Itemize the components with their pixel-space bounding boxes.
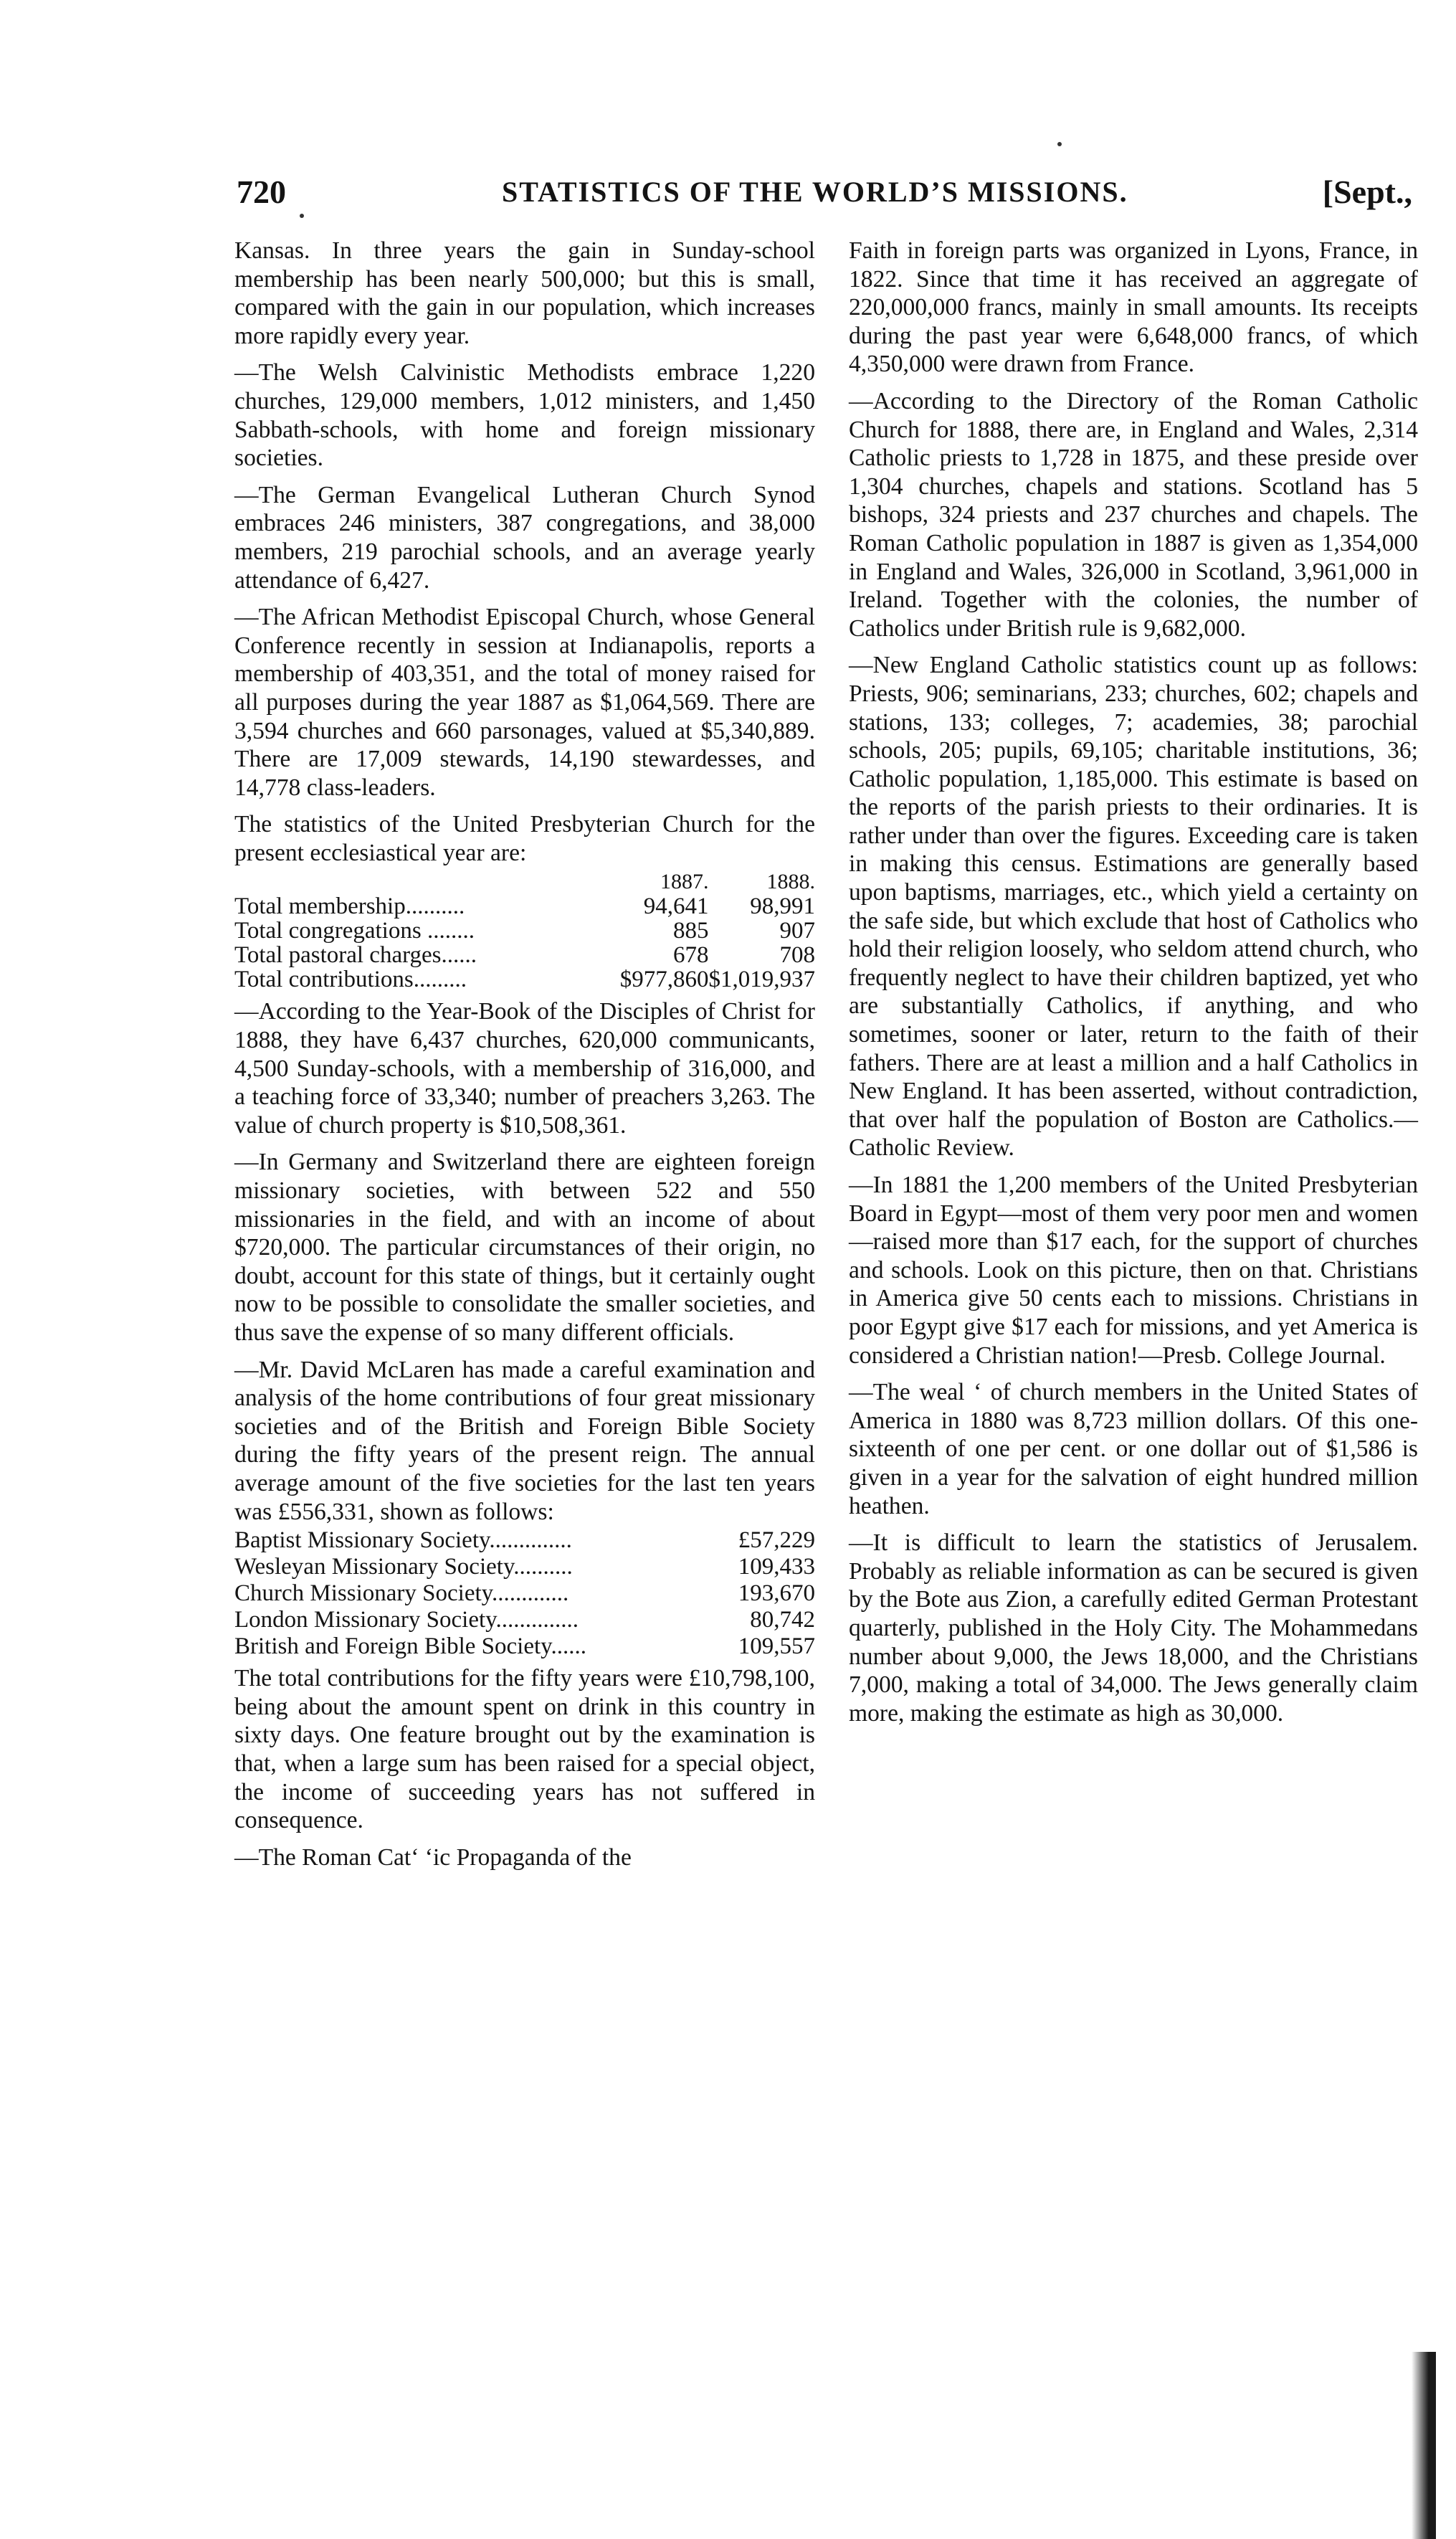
table-row xyxy=(234,1633,815,1660)
paragraph: —According to the Directory of the Roman Catholic Church for 1888, there are, in England and Wales, 2,314 Catholic priests to 1,728 in 1875, and these preside over 1,304 churches, chapels and stations. Scotland has 5 bishops, 324 priests and 237 churches and chapels. The Roman Catholic population in 1887 is given as 1,354,000 in England and Wales, 326,000 in Scotland, 3,961,000 in Ireland. Together with the colonies, the number of Catholics under British rule is 9,682,000. xyxy=(849,387,1418,642)
paragraph: The total contributions for the fifty years were £10,798,100, being about the amount spent on drink in this country in sixty days. One feature brought out by the examination is that, when a large sum has been raised for a special object, the income of succeeding years has not suffered in consequence. xyxy=(234,1665,815,1834)
paragraph: —The German Evangelical Lutheran Church Synod embraces 246 ministers, 387 congregations, and 38,000 members, 219 parochial schools, and an average yearly attendance of 6,427. xyxy=(234,481,815,594)
running-title: STATISTICS OF THE WORLD’S MISSIONS. xyxy=(502,176,1128,208)
society-name: British and Foreign Bible Society...... xyxy=(234,1633,586,1660)
row-value-1887: 678 xyxy=(673,942,709,969)
table-row xyxy=(234,894,815,919)
paragraph: —The Welsh Calvinistic Methodists embrace 1,220 churches, 129,000 members, 1,012 ministers, and 1,450 Sabbath-schools, with home and foreign missionary societies. xyxy=(234,359,815,472)
paragraph: —It is difficult to learn the statistics of Jerusalem. Probably as reliable information as can be secured is given by the Bote aus Zion, a carefully edited German Protestant quarterly, published in the Holy City. The Mohammedans number about 9,000, the Jews 18,000, and the Christians 7,000, making a total of 34,000. The Jews generally claim more, making the estimate as high as 30,000. xyxy=(849,1529,1418,1727)
society-name: Church Missionary Society............. xyxy=(234,1580,569,1607)
table-row xyxy=(234,1580,815,1607)
table-row xyxy=(234,943,815,967)
row-label: Total pastoral charges...... xyxy=(234,942,477,969)
paragraph: —According to the Year-Book of the Disciples of Christ for 1888, they have 6,437 churches, 620,000 communicants, 4,500 Sunday-schools, with a membership of 316,000, and a teaching force of 33,340; number of preachers 3,263. The value of church property is $10,508,361. xyxy=(234,998,815,1139)
row-value-1887: $977,860 xyxy=(619,967,709,993)
table-row xyxy=(234,1527,815,1554)
paragraph: —The Roman Cat‘ ‘ic Propaganda of the xyxy=(234,1843,632,1871)
row-value-1888: $1,019,937 xyxy=(708,967,815,993)
society-amount: 193,670 xyxy=(738,1580,815,1607)
paragraph: —The African Methodist Episcopal Church, whose General Conference recently in session at Indianapolis, reports a membership of 403,351, and the total of money raised for all purposes during the year 1887 as $1,064,569. There are 3,594 churches and 660 parsonages, valued at $5,340,889. There are 17,009 stewards, 14,190 stewardesses, and 14,778 class-leaders. xyxy=(234,604,815,801)
page-number: 720 xyxy=(237,174,286,210)
running-head xyxy=(237,171,1412,221)
society-contributions-table xyxy=(234,1527,815,1660)
paragraph: The statistics of the United Presbyterian Church for the present ecclesiastical year are: xyxy=(234,811,815,866)
row-value-1888: 708 xyxy=(779,942,815,969)
row-value-1888: 907 xyxy=(779,918,815,944)
table-row xyxy=(234,1607,815,1633)
paragraph: —The weal ‘ of church members in the United States of America in 1880 was 8,723 million dollars. Of this one-sixteenth of one per cent. or one dollar out of $1,586 is given in a year for the salvation of eight hundred million heathen. xyxy=(849,1379,1418,1519)
paragraph: Kansas. In three years the gain in Sunday-school membership has been nearly 500,000; but this is small, compared with the gain in our population, which increases more rapidly every year. xyxy=(234,237,815,349)
row-value-1888: 98,991 xyxy=(750,893,815,920)
society-amount: 109,557 xyxy=(738,1633,815,1660)
table-row xyxy=(234,967,815,992)
paragraph: —Mr. David McLaren has made a careful examination and analysis of the home contributions of four great missionary societies and of the British and Foreign Bible Society during the fifty years of the present reign. The annual average amount of the five societies for the last ten years was £556,331, shown as follows: xyxy=(234,1356,815,1525)
print-speck xyxy=(300,214,304,218)
print-speck xyxy=(1057,142,1062,146)
scan-edge-shadow xyxy=(1412,2352,1436,2539)
presbyterian-stats-table xyxy=(234,870,815,992)
society-amount: £57,229 xyxy=(738,1527,815,1554)
paragraph: Faith in foreign parts was organized in Lyons, France, in 1822. Since that time it has received an aggregate of 220,000,000 francs, mainly in small amounts. Its receipts during the past year were 6,648,000 francs, of which 4,350,000 were drawn from France. xyxy=(849,237,1418,378)
society-name: London Missionary Society.............. xyxy=(234,1607,579,1633)
year-1887-header: 1887. xyxy=(660,870,709,894)
row-value-1887: 885 xyxy=(673,918,709,944)
row-label: Total congregations ........ xyxy=(234,918,475,944)
right-column xyxy=(849,237,1418,1736)
row-label: Total membership.......... xyxy=(234,893,465,920)
year-1888-header: 1888. xyxy=(766,870,815,894)
society-name: Wesleyan Missionary Society.......... xyxy=(234,1554,573,1580)
society-amount: 109,433 xyxy=(738,1554,815,1580)
paragraph: —In Germany and Switzerland there are eighteen foreign missionary societies, with between 522 and 550 missionaries in the field, and with an income of about $720,000. The particular circumstances of their origin, no doubt, account for this state of things, but it certainly ought now to be possible to consolidate the smaller societies, and thus save the expense of so many different officials. xyxy=(234,1149,815,1346)
society-amount: 80,742 xyxy=(750,1607,815,1633)
running-date: [Sept., xyxy=(1322,174,1412,210)
row-label: Total contributions......... xyxy=(234,967,467,993)
row-value-1887: 94,641 xyxy=(643,893,709,920)
table-row xyxy=(234,1554,815,1580)
paragraph: —In 1881 the 1,200 members of the United Presbyterian Board in Egypt—most of them very poor men and women—raised more than $17 each, for the support of churches and schools. Look on this picture, then on that. Christians in America give 50 cents each to missions. Christians in poor Egypt give $17 each for missions, and yet America is considered a Christian nation!—Presb. College Journal. xyxy=(849,1172,1418,1369)
table-row xyxy=(234,919,815,943)
paragraph: —New England Catholic statistics count up as follows: Priests, 906; seminarians, 233; churches, 602; chapels and stations, 133; colleges, 7; academies, 38; parochial schools, 205; pupils, 69,105; charitable institutions, 36; Catholic population, 1,185,000. This estimate is based on the reports of the parish priests to their ordinaries. It is rather under than over the figures. Exceeding care is taken in making this census. Estimations are generally based upon baptisms, marriages, etc., which yield a certainty on the safe side, but which exclude that host of Catholics who hold their religion loosely, who seldom attend church, who frequently neglect to have their children baptized, yet who are substantially Catholics, if anything, and who sometimes, sooner or later, return to the faith of their fathers. There are at least a million and a half Catholics in New England. It has been asserted, without contradiction, that over half the population of Boston are Catholics.—Catholic Review. xyxy=(849,652,1418,1162)
left-column xyxy=(234,237,815,1880)
society-name: Baptist Missionary Society.............. xyxy=(234,1527,572,1554)
